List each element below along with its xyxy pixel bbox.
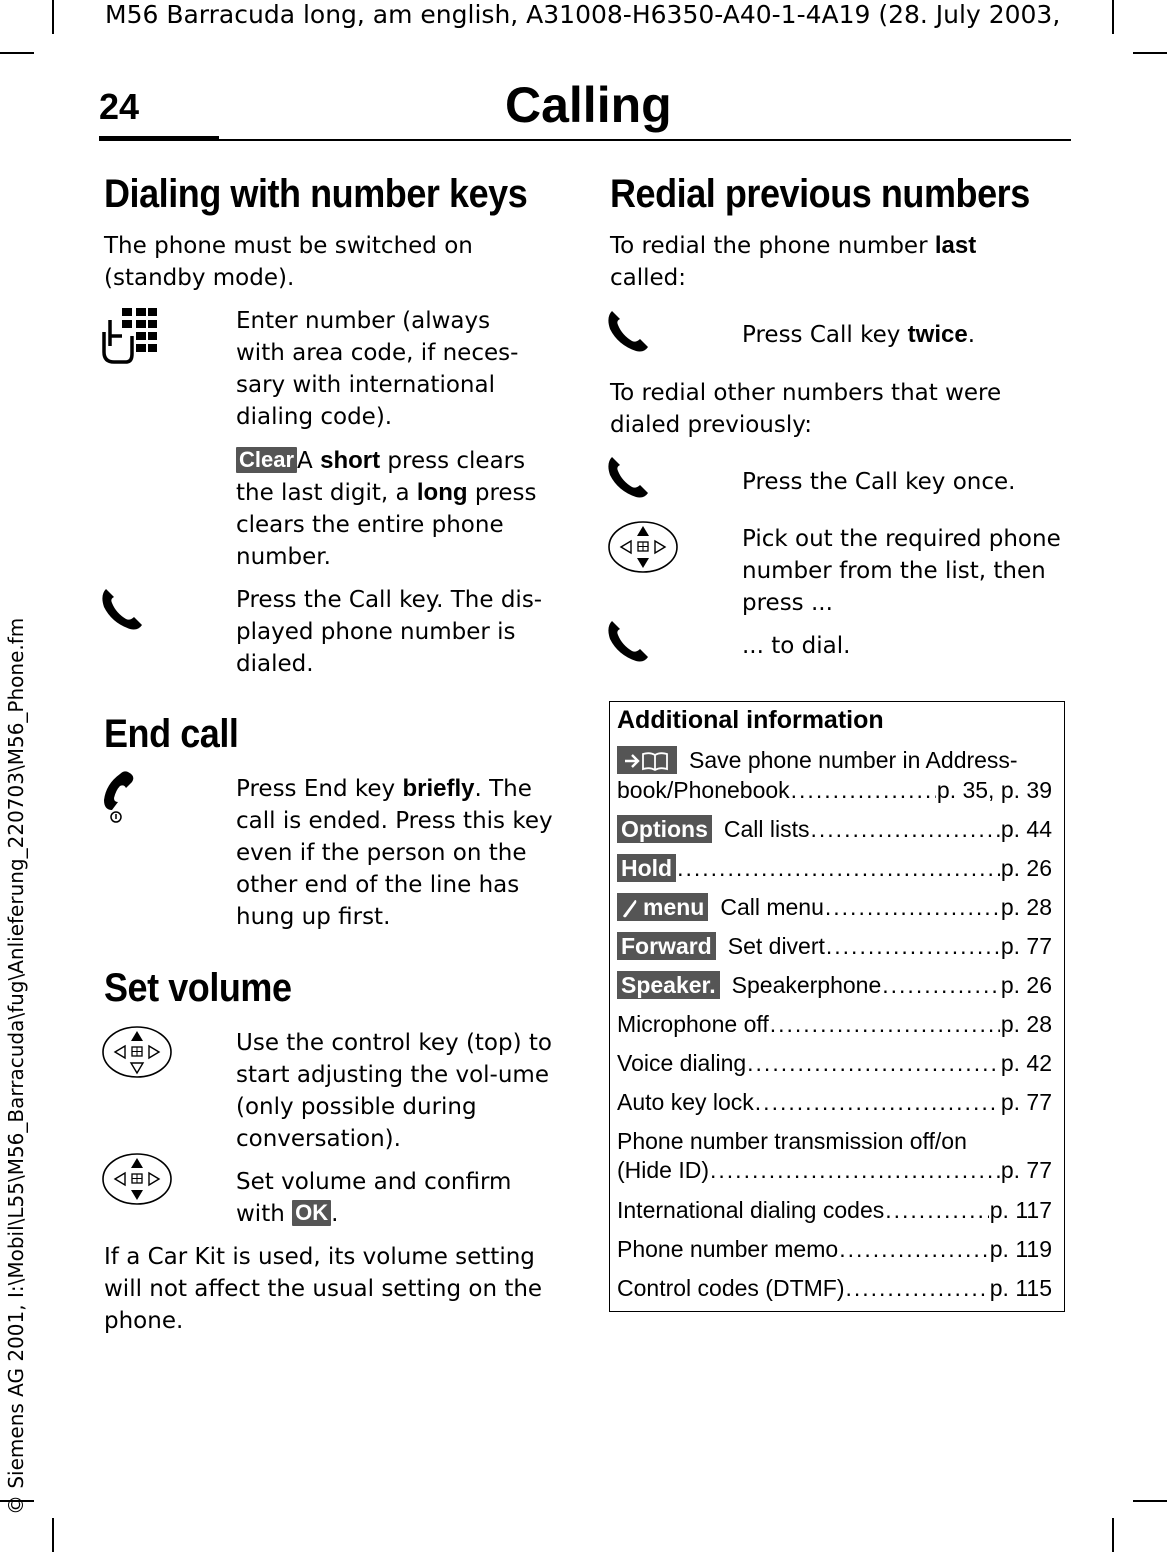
page-link[interactable]: p. 42 xyxy=(1000,1050,1052,1076)
page-link[interactable]: p. 26 xyxy=(1000,972,1052,998)
volume-heading: Set volume xyxy=(104,966,292,1010)
dialing-intro: The phone must be switched on (standby mode). xyxy=(104,233,473,291)
page-number: 24 xyxy=(99,86,140,127)
page-link[interactable]: p. 28 xyxy=(1000,1011,1052,1037)
options-softkey[interactable]: Options xyxy=(617,815,712,843)
speaker-softkey[interactable]: Speaker. xyxy=(617,971,720,999)
volume-step1: Use the control key (top) to start adjusting the vol-ume (only possible during conversation). xyxy=(236,1030,552,1152)
reference-row: Forward Set divert ..... p. 77 xyxy=(617,930,1052,960)
page-link[interactable]: p. 77 xyxy=(1000,1157,1052,1183)
reference-row: Auto key lock ..... p. 77 xyxy=(617,1086,1052,1116)
page-link[interactable]: p. 117 xyxy=(989,1197,1052,1223)
keypad-icon xyxy=(100,306,160,366)
save-to-phonebook-line xyxy=(617,746,1018,774)
save-line1: Save phone number in Address- xyxy=(689,747,1018,773)
save-to-phonebook-row: book/Phonebook ..... p. 35, p. 39 xyxy=(617,774,1052,804)
car-kit-note: If a Car Kit is used, its volume setting will not affect the usual setting on the phone. xyxy=(104,1244,543,1334)
call-menu-softkey[interactable]: menu xyxy=(617,893,708,921)
ok-softkey[interactable]: OK xyxy=(292,1200,331,1226)
crop-mark xyxy=(1112,0,1114,34)
call-icon xyxy=(621,898,639,918)
crop-mark xyxy=(1133,52,1167,54)
dialing-heading: Dialing with number keys xyxy=(104,172,528,216)
additional-info-box xyxy=(609,701,1065,1312)
control-key-updown-icon xyxy=(101,1152,173,1206)
dialing-step1: Enter number (always with area code, if neces-sary with international dialing code). xyxy=(236,308,519,430)
dialing-step2: Press the Call key. The dis-played phone number is dialed. xyxy=(236,587,543,677)
additional-info-title: Additional information xyxy=(617,706,884,734)
redial-intro2: To redial other numbers that were dialed previously: xyxy=(610,380,1002,438)
reference-row: menu Call menu ..... p. 28 xyxy=(617,891,1052,921)
reference-row: Options Call lists ..... p. 44 xyxy=(617,813,1052,843)
crop-mark xyxy=(1133,1500,1167,1502)
end-call-heading: End call xyxy=(104,712,239,756)
redial-intro: To redial the phone number last called: xyxy=(610,232,977,291)
crop-mark xyxy=(1112,1518,1114,1552)
crop-mark xyxy=(0,52,34,54)
control-key-updown-icon xyxy=(607,520,679,574)
end-call-text: Press End key briefly. The call is ended. Press this key even if the person on the other end of the line has hung up first. xyxy=(236,775,553,930)
redial-heading: Redial previous numbers xyxy=(610,172,1030,216)
page-link[interactable]: p. 77 xyxy=(1000,1089,1052,1115)
redial-step3: Pick out the required phone number from the list, then press ... xyxy=(742,526,1061,616)
reference-row: Speaker. Speakerphone ..... p. 26 xyxy=(617,969,1052,999)
reference-row: Microphone off ..... p. 28 xyxy=(617,1008,1052,1038)
control-key-up-icon xyxy=(101,1025,173,1079)
save-to-phonebook-icon xyxy=(623,750,671,772)
crop-mark xyxy=(52,0,54,34)
page-link[interactable]: p. 28 xyxy=(1000,894,1052,920)
forward-softkey[interactable]: Forward xyxy=(617,932,716,960)
header-rule xyxy=(219,139,1071,141)
page-link[interactable]: p. 77 xyxy=(1000,933,1052,959)
page-link[interactable]: p. 115 xyxy=(989,1275,1052,1301)
hide-id-line1: Phone number transmission off/on xyxy=(617,1128,967,1154)
reference-row: (Hide ID) ..... p. 77 xyxy=(617,1154,1052,1184)
reference-row: Voice dialing ..... p. 42 xyxy=(617,1047,1052,1077)
header-rule-thick xyxy=(99,136,219,141)
running-head: M56 Barracuda long, am english, A31008-H6350-A40-1-4A19 (28. July 2003, xyxy=(105,0,1061,29)
chapter-title: Calling xyxy=(505,77,672,133)
page-link[interactable]: p. 26 xyxy=(1000,855,1052,881)
call-key-icon xyxy=(606,307,652,355)
redial-step4: ... to dial. xyxy=(742,633,851,659)
dialing-clear-text: Clear A short press clears the last digit, a long press clears the entire phone number. xyxy=(236,447,537,570)
end-key-icon xyxy=(100,770,140,826)
reference-row xyxy=(617,852,1052,882)
clear-softkey[interactable]: Clear xyxy=(236,447,297,473)
redial-step2: Press the Call key once. xyxy=(742,469,1016,495)
call-key-icon xyxy=(100,585,146,633)
hold-softkey[interactable]: Hold xyxy=(617,854,676,882)
crop-mark xyxy=(52,1518,54,1552)
call-key-icon xyxy=(606,617,652,665)
redial-step1: Press Call key twice. xyxy=(742,321,976,348)
page-link[interactable]: p. 35, p. 39 xyxy=(936,777,1052,803)
page-link[interactable]: p. 119 xyxy=(989,1236,1052,1262)
side-file-path: © Siemens AG 2001, I:\Mobil\L55\M56_Barracuda\fug\Anlieferung_220703\M56_Phone.fm xyxy=(4,617,28,1515)
reference-row: Control codes (DTMF) ..... p. 115 xyxy=(617,1272,1052,1302)
phonebook-softkey[interactable] xyxy=(617,746,677,774)
page-link[interactable]: p. 44 xyxy=(1000,816,1052,842)
reference-row: Phone number memo ..... p. 119 xyxy=(617,1233,1052,1263)
reference-row: International dialing codes ..... p. 117 xyxy=(617,1194,1052,1224)
volume-step2: Set volume and confirm with OK . xyxy=(236,1169,512,1227)
call-key-icon xyxy=(606,453,652,501)
